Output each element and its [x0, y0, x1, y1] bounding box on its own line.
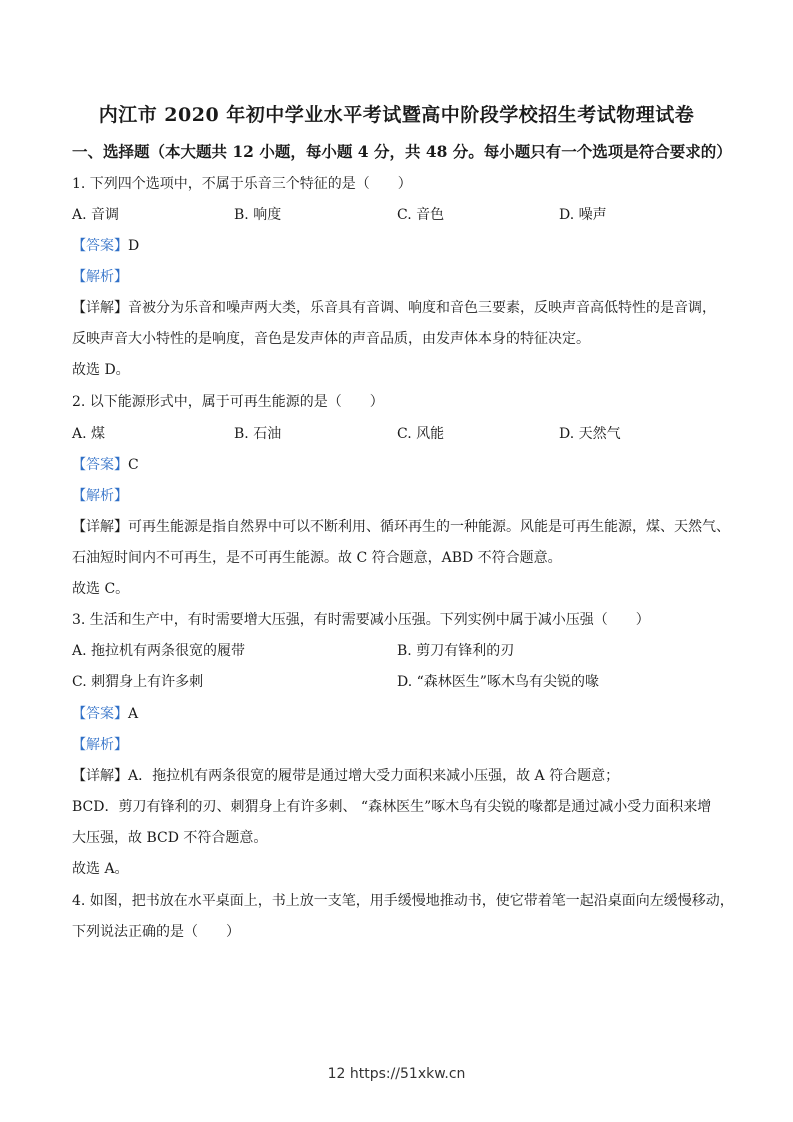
- q3-conclusion: 故选 A。: [72, 861, 129, 877]
- q1-detail-line-1: [72, 297, 716, 317]
- answer-tag: 【答案】: [72, 457, 128, 473]
- q2-stem: 2. 以下能源形式中，属于可再生能源的是（ ）: [72, 394, 384, 410]
- q2-option-c: C. 风能: [397, 426, 445, 442]
- q3-option-c: C. 刺猬身上有许多刺: [72, 674, 204, 690]
- q3-answer-line: [72, 703, 138, 723]
- q3-analysis-tag: 【解析】: [72, 737, 128, 753]
- q3-detail-text-1: A．拖拉机有两条很宽的履带是通过增大受力面积来减小压强，故 A 符合题意；: [128, 768, 620, 784]
- q1-option-b: B. 响度: [234, 207, 282, 223]
- detail-tag: 【详解】: [72, 768, 128, 784]
- q3-answer: A: [128, 706, 139, 722]
- q1-answer: D: [128, 238, 140, 254]
- q1-option-d: D. 噪声: [559, 207, 607, 223]
- q1-option-c: C. 音色: [397, 207, 445, 223]
- q3-detail-line-2: BCD．剪刀有锋利的刃、刺猬身上有许多刺、 “森林医生”啄木鸟有尖锐的喙都是通过减小受力面积来增: [72, 799, 712, 815]
- q4-stem-line-1: 4. 如图，把书放在水平桌面上，书上放一支笔，用手缓慢地推动书，使它带着笔一起沿桌面向左缓慢移动，: [72, 893, 734, 909]
- q3-option-d: D. “森林医生”啄木鸟有尖锐的喙: [397, 674, 599, 690]
- answer-tag: 【答案】: [72, 238, 128, 254]
- q2-detail-line-2: 石油短时间内不可再生，是不可再生能源。故 C 符合题意，ABD 不符合题意。: [72, 550, 562, 566]
- q2-option-b: B. 石油: [234, 426, 282, 442]
- q1-stem: 1. 下列四个选项中，不属于乐音三个特征的是（ ）: [72, 176, 412, 192]
- q4-stem-line-2: 下列说法正确的是（ ）: [72, 924, 240, 940]
- page-title: 内江市 2020 年初中学业水平考试暨高中阶段学校招生考试物理试卷: [98, 104, 695, 126]
- detail-tag: 【详解】: [72, 519, 128, 535]
- q1-answer-line: [72, 235, 139, 255]
- q1-conclusion: 故选 D。: [72, 362, 130, 378]
- q2-analysis-tag: 【解析】: [72, 488, 128, 504]
- q2-detail-text-1: 可再生能源是指自然界中可以不断利用、循环再生的一种能源。风能是可再生能源，煤、天然气、: [128, 519, 730, 535]
- q3-detail-line-3: 大压强，故 BCD 不符合题意。: [72, 830, 268, 846]
- q2-option-d: D. 天然气: [559, 426, 621, 442]
- q2-option-a: A. 煤: [72, 426, 106, 442]
- q3-stem: 3. 生活和生产中，有时需要增大压强，有时需要减小压强。下列实例中属于减小压强（ ）: [72, 612, 650, 628]
- q1-option-a: A. 音调: [72, 207, 120, 223]
- q2-conclusion: 故选 C。: [72, 581, 130, 597]
- q2-answer: C: [128, 457, 139, 473]
- q1-analysis-tag: 【解析】: [72, 269, 128, 285]
- q3-option-b: B. 剪刀有锋利的刃: [397, 643, 515, 659]
- detail-tag: 【详解】: [72, 300, 128, 316]
- q1-detail-text-1: 音被分为乐音和噪声两大类，乐音具有音调、响度和音色三要素，反映声音高低特性的是音调，: [128, 300, 716, 316]
- page-footer: 12 https://51xkw.cn: [327, 1066, 466, 1082]
- q1-detail-line-2: 反映声音大小特性的是响度，音色是发声体的声音品质，由发声体本身的特征决定。: [72, 331, 590, 347]
- q3-detail-line-1: [72, 765, 619, 785]
- q2-detail-line-1: [72, 516, 730, 536]
- q2-answer-line: [72, 454, 139, 474]
- q3-option-a: A. 拖拉机有两条很宽的履带: [72, 643, 246, 659]
- section-heading: 一、选择题（本大题共 12 小题，每小题 4 分，共 48 分。每小题只有一个选项是符合要求的）: [72, 142, 732, 161]
- answer-tag: 【答案】: [72, 706, 128, 722]
